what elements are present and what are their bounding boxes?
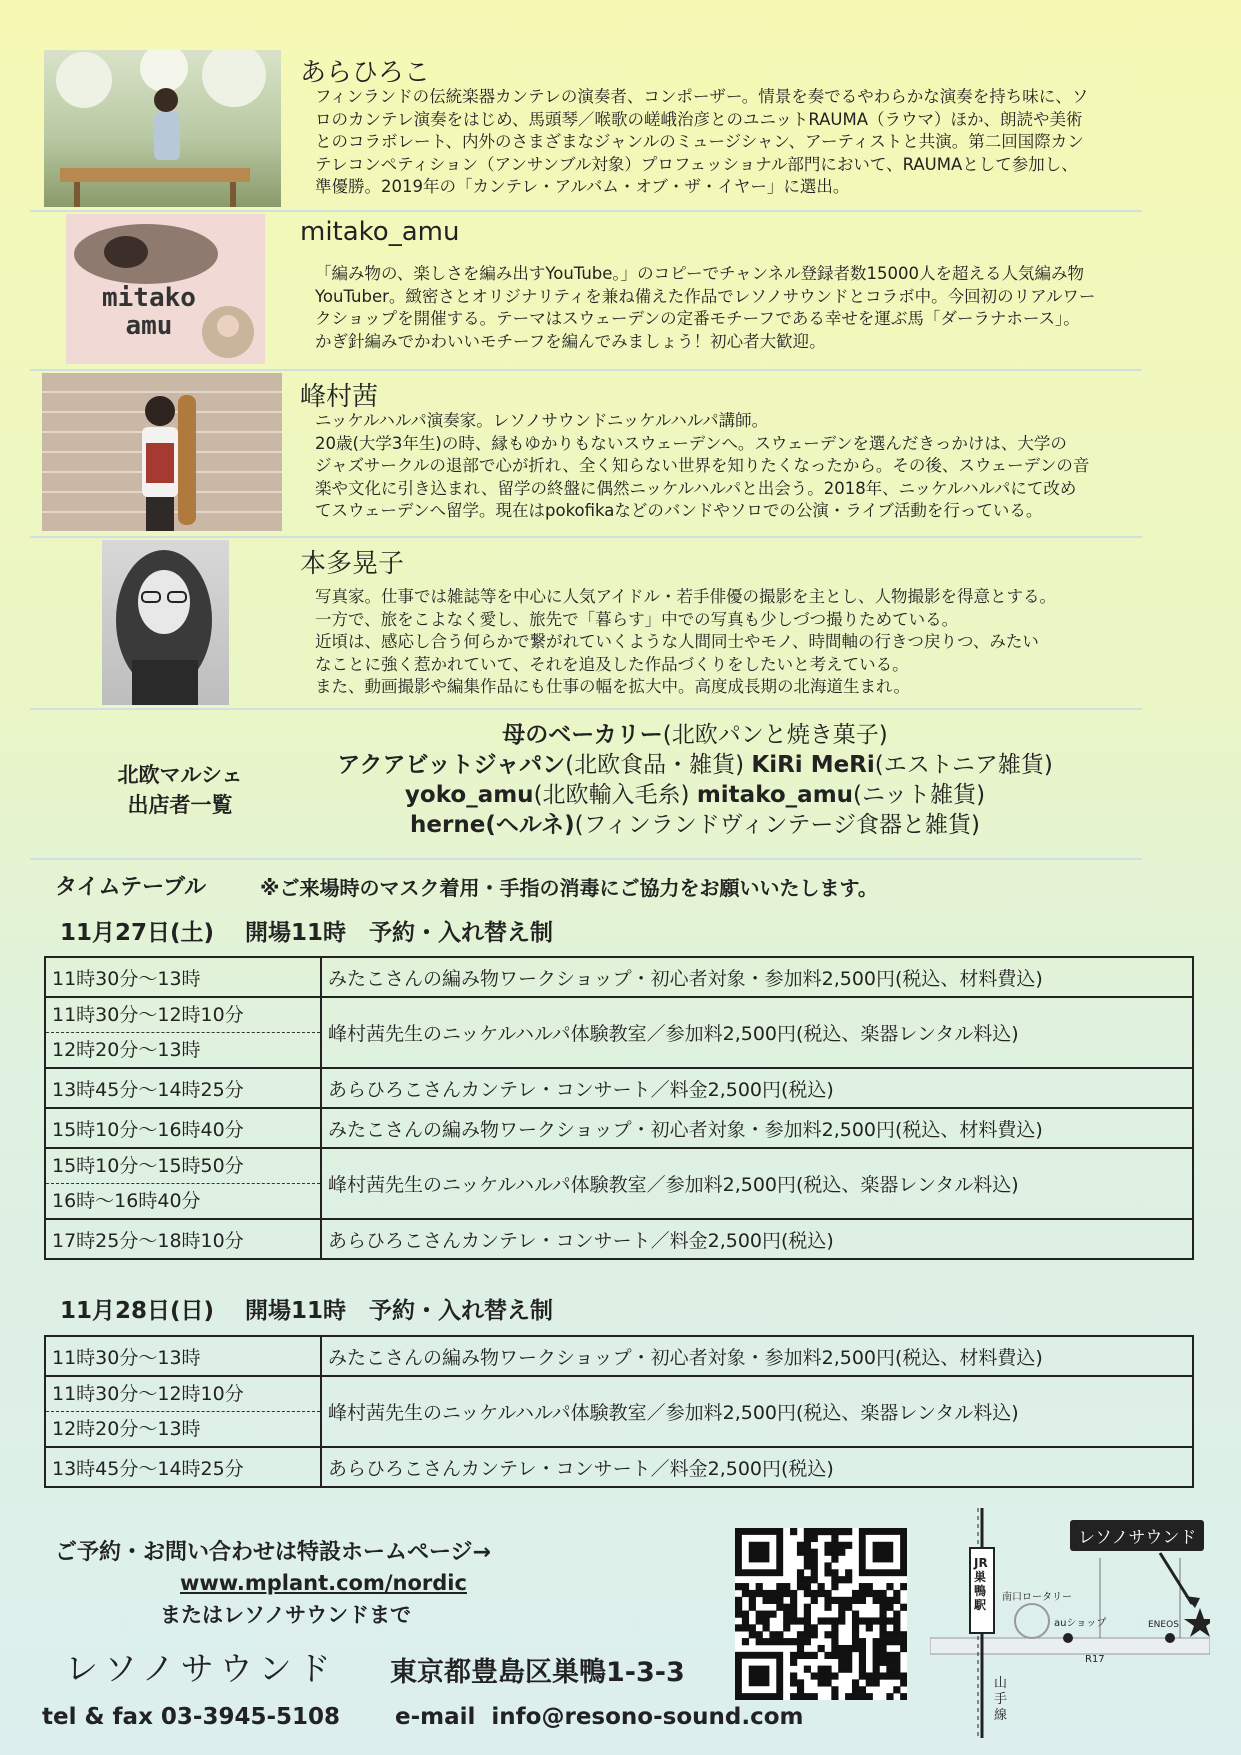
map-road-label: R17 — [1085, 1654, 1105, 1665]
schedule-table-day1 — [44, 956, 1194, 1260]
vendor-line: 母のベーカリー(北欧パンと焼き菓子) — [502, 722, 888, 748]
marche-title: 北欧マルシェ 出店者一覧 — [117, 763, 243, 817]
performer-name: あらひろこ — [300, 58, 431, 88]
table-row: 15時10分〜16時40分 みたこさんの編み物ワークショップ・初心者対象・参加料2,500円(税込、材料費込) — [45, 1108, 1193, 1148]
table-row: 17時25分〜18時10分 あらひろこさんカンテレ・コンサート／料金2,500円(税込) — [45, 1219, 1193, 1259]
photo-honda-akiko — [102, 540, 229, 705]
map-rotary-label: 南口ロータリー — [1002, 1592, 1072, 1603]
reservation-text: ご予約・お問い合わせは特設ホームページ→ — [55, 1540, 491, 1565]
qr-code-pattern — [735, 1528, 907, 1700]
divider — [30, 536, 1142, 538]
or-resono-text: またはレソノサウンドまで — [160, 1603, 412, 1627]
performer-name: 本多晃子 — [300, 549, 405, 579]
photo-ara-hiroko — [44, 50, 281, 207]
photo-minemura-akane — [42, 373, 282, 531]
map-eneos-label: ENEOS — [1148, 1620, 1179, 1630]
vendor-line: herne(ヘルネ)(フィンランドヴィンテージ食器と雑貨) — [410, 812, 980, 838]
map-line-label: 山手線 — [994, 1676, 1008, 1723]
performer-bio: 写真家。仕事では雑誌等を中心に人気アイドル・若手俳優の撮影を主とし、人物撮影を得意とする。 一方で、旅をこよなく愛し、旅先で「暮らす」中での写真も少しづつ撮りためている。 近頃は、感応し合う何らかで繋がれていくような人間同士やモノ、時間軸の行きつ戻りつ、みたい なことに強く惹かれていて、それを追及した作品づくりをしたいと考えている。 また、動画撮影や編集作品にも仕事の幅を拡大中。高度成長期の北海道生まれ。 — [315, 587, 1057, 696]
divider — [30, 369, 1142, 371]
divider — [30, 858, 1142, 860]
timetable-note: ※ご来場時のマスク着用・手指の消毒にご協力をお願いいたします。 — [260, 876, 878, 900]
divider — [30, 708, 1142, 710]
performer-bio: 「編み物の、楽しさを編み出すYouTube。」のコピーでチャンネル登録者数15000人を超える人気編み物 YouTuber。緻密さとオリジナリティを兼ね備えた作品でレソノサウンドとコラボ中。今回初のリアルワー クショップを開催する。テーマはスウェーデンの定番モチーフである幸せを運ぶ馬「ダーラナホース」。 かぎ針編みでかわいいモチーフを編んでみましょう！初心者大歓迎。 — [315, 264, 1096, 351]
performer-name: mitako_amu — [300, 217, 460, 247]
performer-bio: フィンランドの伝統楽器カンテレの演奏者、コンポーザー。情景を奏でるやわらかな演奏を持ち味に、ソ ロのカンテレ演奏をはじめ、馬頭琴／喉歌の嵯峨治彦とのユニットRAUMA（ラウマ）ほか、朗読や美術 とのコラボレート、内外のさまざまなジャンルのミュージシャン、アーティストと共演。第二回国際カン テレコンペティション（アンサンブル対象）プロフェッショナル部門において、RAUMAとして参加し、 準優勝。2019年の「カンテレ・アルバム・オブ・ザ・イヤー」に選出。 — [315, 87, 1089, 196]
qr-code[interactable] — [735, 1528, 907, 1700]
table-row: 11時30分〜13時 みたこさんの編み物ワークショップ・初心者対象・参加料2,500円(税込、材料費込) — [45, 1336, 1193, 1376]
vendor-line: アクアビットジャパン(北欧食品・雑貨) KiRi MeRi(エストニア雑貨) — [337, 752, 1053, 778]
table-row: 13時45分〜14時25分 あらひろこさんカンテレ・コンサート／料金2,500円(税込) — [45, 1447, 1193, 1487]
marche-vendor-list — [280, 720, 1110, 840]
divider — [30, 210, 1142, 212]
timetable-title: タイムテーブル — [55, 875, 207, 900]
photo-mitako-amu — [66, 214, 265, 364]
table-row: 13時45分〜14時25分 あらひろこさんカンテレ・コンサート／料金2,500円(税込) — [45, 1068, 1193, 1108]
kantele-player-illustration — [44, 50, 281, 207]
day2-header: 11月28日(日) 開場11時 予約・入れ替え制 — [60, 1298, 554, 1324]
schedule-table-day2 — [44, 1335, 1194, 1488]
table-row: 15時10分〜15時50分 16時〜16時40分 峰村茜先生のニッケルハルパ体験教室／参加料2,500円(税込、楽器レンタル料込) — [45, 1148, 1193, 1219]
website-link[interactable]: www.mplant.com/nordic — [180, 1571, 467, 1595]
performer-bio: ニッケルハルパ演奏家。レソノサウンドニッケルハルパ講師。 20歳(大学3年生)の時、縁もゆかりもないスウェーデンへ。スウェーデンを選んだきっかけは、大学の ジャズサークルの退部で心が折れ、全く知らない世界を知りたくなったから。その後、スウェーデンの音 楽や文化に引き込まれ、留学の終盤に偶然ニッケルハルパと出会う。2018年、ニッケルハルパにて改め てスウェーデンへ留学。現在はpokofikaなどのバンドやソロでの公演・ライブ活動を行っている。 — [315, 411, 1090, 520]
shop-name: レソノサウンド — [65, 1649, 337, 1688]
mitako-amu-logo: mitako amu — [102, 283, 196, 341]
tel-fax: tel & fax 03-3945-5108 — [42, 1704, 341, 1730]
table-row: 11時30分〜13時 みたこさんの編み物ワークショップ・初心者対象・参加料2,500円(税込、材料費込) — [45, 957, 1193, 997]
performer-name: 峰村茜 — [300, 382, 379, 412]
day1-header: 11月27日(土) 開場11時 予約・入れ替え制 — [60, 920, 554, 946]
map-au-label: auショップ — [1054, 1618, 1107, 1629]
portrait-illustration — [102, 540, 229, 705]
nyckelharpa-player-illustration — [42, 373, 282, 531]
email-link[interactable]: e-mail info@resono-sound.com — [395, 1704, 804, 1730]
map-station-label: JR巣鴨駅 — [974, 1556, 988, 1612]
map-shop-label: レソノサウンド — [1070, 1520, 1204, 1551]
table-row: 11時30分〜12時10分 12時20分〜13時 峰村茜先生のニッケルハルパ体験教室／参加料2,500円(税込、楽器レンタル料込) — [45, 997, 1193, 1068]
access-map — [930, 1508, 1210, 1738]
table-row: 11時30分〜12時10分 12時20分〜13時 峰村茜先生のニッケルハルパ体験教室／参加料2,500円(税込、楽器レンタル料込) — [45, 1376, 1193, 1447]
shop-address: 東京都豊島区巣鴨1-3-3 — [390, 1657, 685, 1688]
vendor-line: yoko_amu(北欧輸入毛糸) mitako_amu(ニット雑貨) — [404, 782, 986, 808]
